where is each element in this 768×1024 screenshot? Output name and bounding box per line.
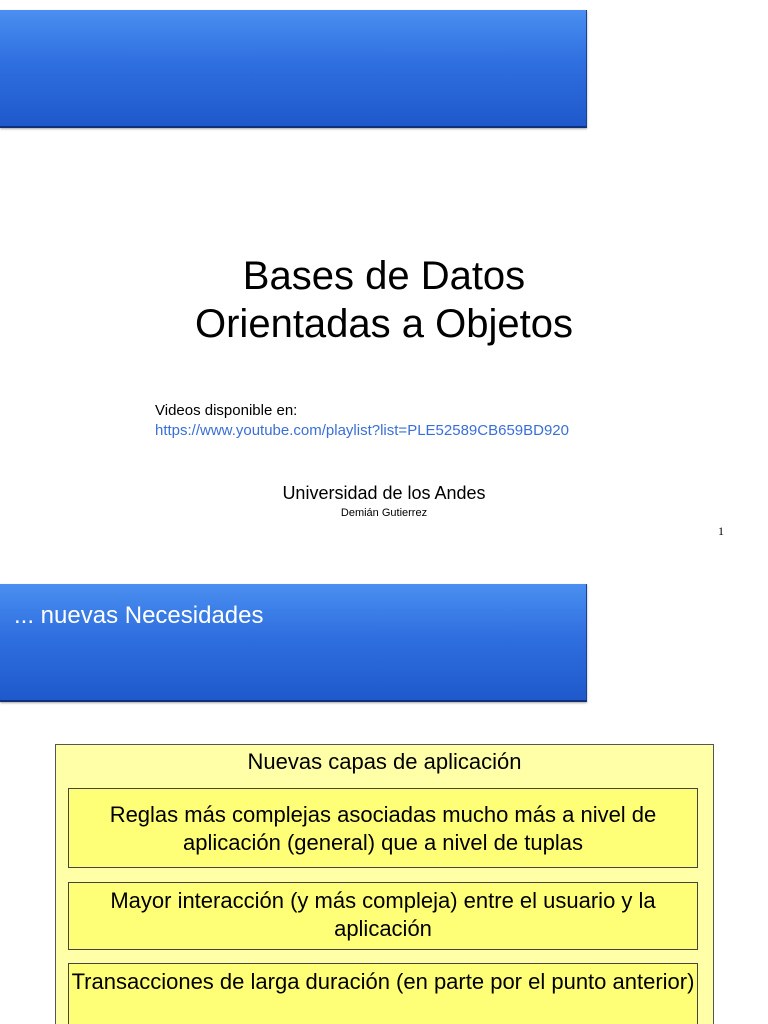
diagram-title: Nuevas capas de aplicación [247,749,522,774]
presentation-title [0,252,768,348]
application-layers-diagram [55,744,714,1024]
video-label: Videos disponible en: [155,402,298,419]
title-line-1: Bases de Datos [242,254,526,298]
slide-title: ... nuevas Necesidades [14,602,264,629]
requirement-box-rules: Reglas más complejas asociadas mucho más a nivel de aplicación (general) que a nivel de tuplas [68,788,698,868]
author-name: Demián Gutierrez [340,507,428,519]
slide-header-banner [0,10,587,128]
video-info [155,401,569,441]
slide-header-banner [0,584,587,702]
title-line-2: Orientadas a Objetos [195,302,573,346]
video-playlist-link[interactable]: https://www.youtube.com/playlist?list=PLE52589CB659BD920 [155,422,569,439]
requirement-box-interaction: Mayor interacción (y más compleja) entre el usuario y la aplicación [68,882,698,950]
university-name: Universidad de los Andes [282,483,486,503]
requirement-box-transactions: Transacciones de larga duración (en parte por el punto anterior) [68,963,698,1024]
slide-2 [0,560,768,1024]
page-number: 1 [718,524,724,538]
